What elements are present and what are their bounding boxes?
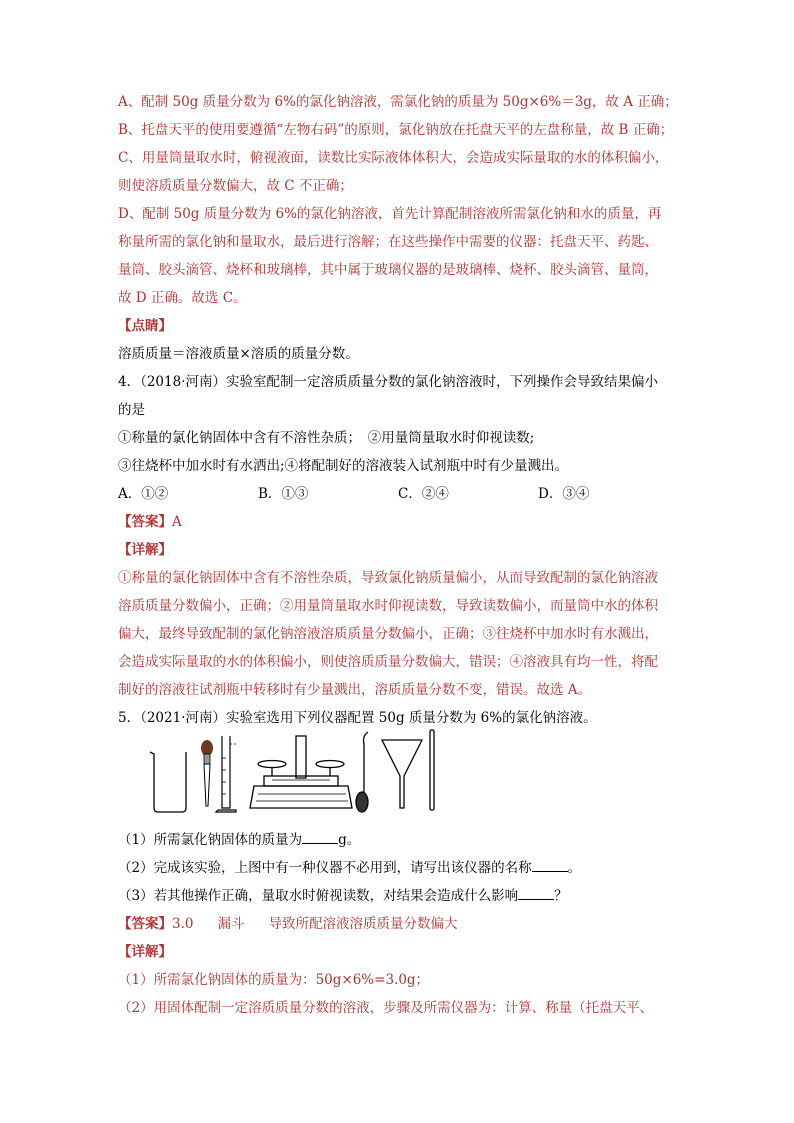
dianjing-label: 【点睛】 bbox=[118, 318, 172, 334]
q4-stem: 4．（2018·河南）实验室配制一定溶质质量分数的氯化钠溶液时，下列操作会导致结果偏小 bbox=[118, 374, 658, 390]
q4-detail bbox=[118, 564, 678, 704]
q5-sub1-unit: g。 bbox=[338, 832, 361, 848]
q5-continued bbox=[118, 826, 678, 1022]
q5-sub3-end: ？ bbox=[554, 888, 568, 904]
text-line: 溶质质量分数偏小，正确；②用量筒量取水时仰视读数，导致读数偏小，而量筒中水的体积 bbox=[118, 598, 658, 614]
graduated-cylinder-icon bbox=[216, 736, 238, 812]
q4-answer bbox=[118, 508, 678, 536]
text-line: A、配制 50g 质量分数为 6%的氯化钠溶液，需氯化钠的质量为 50g×6%＝3g，故 A 正确； bbox=[118, 94, 678, 110]
option-a: A．①② bbox=[118, 486, 169, 502]
answer-label: 【答案】 bbox=[118, 514, 172, 530]
option-b: B．①③ bbox=[258, 486, 309, 502]
balance-icon bbox=[250, 736, 352, 808]
option-c: C．②④ bbox=[398, 486, 449, 502]
text-line: ①称量的氯化钠固体中含有不溶性杂质，导致氯化钠质量偏小，从而导致配制的氯化钠溶液 bbox=[118, 570, 658, 586]
text-line: 故 D 正确。故选 C。 bbox=[118, 290, 247, 306]
q4-options bbox=[118, 480, 678, 508]
document-page bbox=[118, 88, 678, 732]
q5-sub1 bbox=[118, 826, 678, 854]
q5-detail-2: （2）用固体配制一定溶质质量分数的溶液，步骤及所需仪器为：计算、称量（托盘天平、 bbox=[118, 1000, 654, 1016]
q5-answer bbox=[118, 910, 678, 938]
q5-detail-1: （1）所需氯化钠固体的质量为：50g×6%=3.0g； bbox=[118, 972, 430, 988]
q5-sub1-text: （1）所需氯化钠固体的质量为 bbox=[118, 832, 303, 848]
q4-stem-cont: 的是 bbox=[118, 402, 145, 418]
text-line: B、托盘天平的使用要遵循“左物右码”的原则，氯化钠放在托盘天平的左盘称量，故 B 正确； bbox=[118, 122, 674, 138]
answer-blank bbox=[518, 885, 554, 900]
answer-blank bbox=[302, 829, 338, 844]
text-line: 会造成实际量取的水的体积偏小，则使溶质质量分数偏大，错误；④溶液具有均一性，将配 bbox=[118, 654, 658, 670]
q5-sub3-text: （3）若其他操作正确，量取水时俯视读数，对结果会造成什么影响 bbox=[118, 888, 519, 904]
option-d: D．③④ bbox=[538, 486, 590, 502]
apparatus-figure bbox=[146, 724, 436, 816]
q5-detail-label: 【详解】 bbox=[118, 944, 172, 960]
text-line: 偏大，最终导致配制的氯化钠溶液溶质质量分数偏小，正确；③往烧杯中加水时有水溅出， bbox=[118, 626, 658, 642]
answer-label: 【答案】 bbox=[118, 916, 172, 932]
answer-part-2: 漏斗 bbox=[217, 916, 245, 932]
dianjing-text: 溶质质量＝溶液质量×溶质的质量分数。 bbox=[118, 346, 359, 362]
q5-sub2-text: （2）完成该实验，上图中有一种仪器不必用到，请写出该仪器的名称 bbox=[118, 860, 532, 876]
glass-rod-icon bbox=[430, 730, 434, 810]
q5-stem: 5．（2021·河南）实验室选用下列仪器配置 50g 质量分数为 6%的氯化钠溶液。 bbox=[118, 710, 597, 726]
answer-blank bbox=[532, 857, 568, 872]
dropper-icon bbox=[201, 740, 213, 806]
funnel-icon bbox=[382, 740, 422, 808]
text-line: C、用量筒量取水时，俯视液面，读数比实际液体体积大，会造成实际量取的水的体积偏小， bbox=[118, 150, 669, 166]
q5-sub2-end: 。 bbox=[567, 860, 582, 876]
beaker-icon bbox=[150, 752, 186, 812]
q4-detail-label: 【详解】 bbox=[118, 542, 172, 558]
q5-sub2 bbox=[118, 854, 678, 882]
q5-sub3 bbox=[118, 882, 678, 910]
text-line: D、配制 50g 质量分数为 6%的氯化钠溶液，首先计算配制溶液所需氯化钠和水的质量，再 bbox=[118, 206, 662, 222]
answer-part-1: 3.0 bbox=[172, 916, 194, 932]
text-line: 则使溶质质量分数偏大，故 C 不正确； bbox=[118, 178, 353, 194]
q4-items: ③往烧杯中加水时有水洒出;④将配制好的溶液装入试剂瓶中时有少量溅出。 bbox=[118, 458, 569, 474]
text-line: 称量所需的氯化钠和量取水，最后进行溶解；在这些操作中需要的仪器：托盘天平、药匙、 bbox=[118, 234, 658, 250]
analysis-block bbox=[118, 88, 678, 312]
answer-value: A bbox=[172, 514, 182, 530]
q4-items: ①称量的氯化钠固体中含有不溶性杂质； ②用量筒量取水时仰视读数; bbox=[118, 430, 535, 446]
spoon-icon bbox=[356, 732, 368, 812]
text-line: 量筒、胶头滴管、烧杯和玻璃棒，其中属于玻璃仪器的是玻璃棒、烧杯、胶头滴管、量筒， bbox=[118, 262, 658, 278]
text-line: 制好的溶液往试剂瓶中转移时有少量溅出，溶质质量分数不变，错误。故选 A。 bbox=[118, 682, 592, 698]
answer-part-3: 导致所配溶液溶质质量分数偏大 bbox=[268, 916, 458, 932]
